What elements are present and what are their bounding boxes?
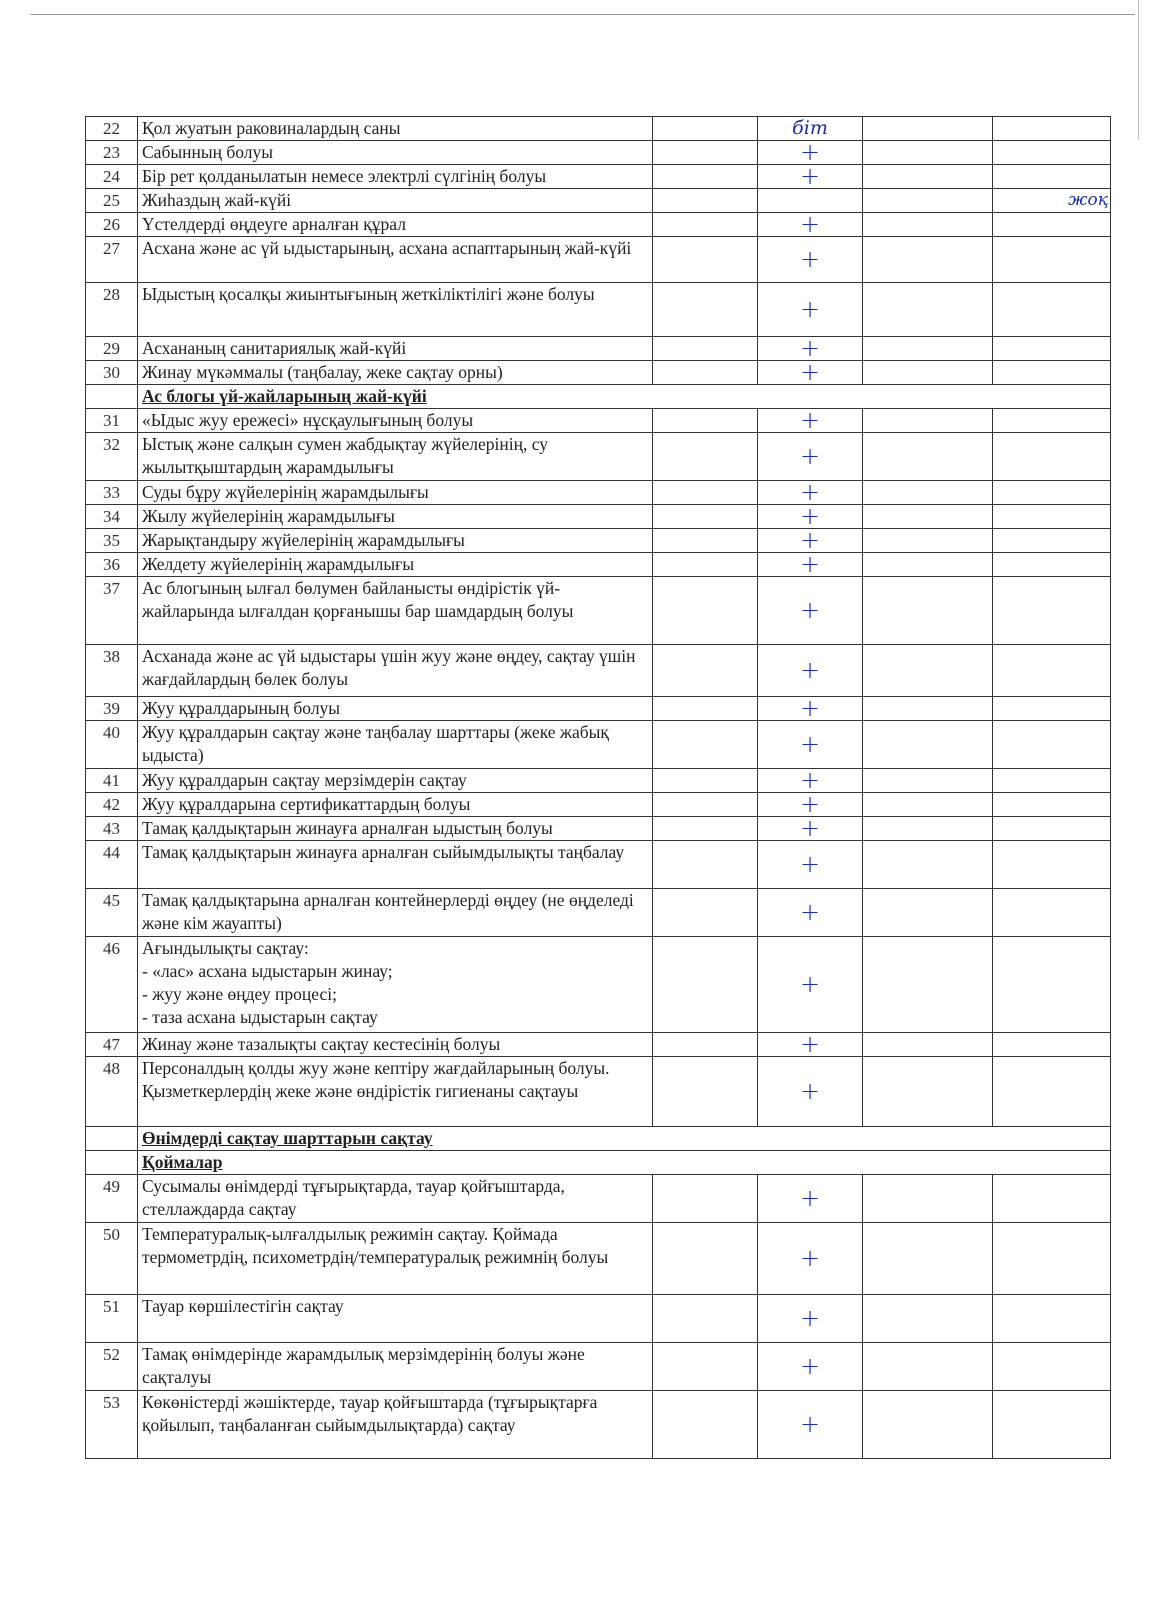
empty-cell (863, 1391, 993, 1459)
row-criterion: Тамақ өнімдерінде жарамдылық мерзімдерінің болуы және сақталуы (138, 1343, 653, 1391)
table-row (86, 577, 1111, 645)
row-number: 23 (86, 141, 138, 165)
empty-cell (993, 433, 1111, 481)
criterion-sub-item: - жуу және өңдеу процесі; (142, 984, 337, 1004)
criterion-sub-item: - «лас» асхана ыдыстарын жинау; (142, 961, 393, 981)
table-row (86, 117, 1111, 141)
table-row (86, 141, 1111, 165)
empty-cell (863, 505, 993, 529)
row-number: 25 (86, 189, 138, 213)
checklist-table (85, 116, 1111, 1459)
empty-cell (993, 697, 1111, 721)
row-criterion: Бір рет қолданылатын немесе электрлі сүлгінің болуы (138, 165, 653, 189)
empty-cell (653, 481, 758, 505)
table-row (86, 283, 1111, 337)
empty-cell (863, 769, 993, 793)
empty-cell (863, 117, 993, 141)
empty-cell (653, 1391, 758, 1459)
empty-cell (653, 1295, 758, 1343)
check-mark: + (758, 645, 863, 697)
empty-cell (653, 553, 758, 577)
empty-cell (993, 283, 1111, 337)
empty-cell (653, 889, 758, 937)
table-row (86, 505, 1111, 529)
empty-cell (863, 337, 993, 361)
empty-cell (993, 1343, 1111, 1391)
check-mark: + (758, 337, 863, 361)
empty-cell (993, 645, 1111, 697)
row-criterion: Жинау мүкәммалы (таңбалау, жеке сақтау орны) (138, 361, 653, 385)
check-mark: + (758, 793, 863, 817)
row-number: 27 (86, 237, 138, 283)
row-number: 48 (86, 1057, 138, 1127)
table-row (86, 337, 1111, 361)
row-criterion: Жиһаздың жай-күйі (138, 189, 653, 213)
row-criterion: Жылу жүйелерінің жарамдылығы (138, 505, 653, 529)
row-criterion: Жарықтандыру жүйелерінің жарамдылығы (138, 529, 653, 553)
check-mark: + (758, 165, 863, 189)
empty-cell (653, 1223, 758, 1295)
check-mark: + (758, 577, 863, 645)
row-number: 37 (86, 577, 138, 645)
row-criterion: Персоналдың қолды жуу және кептіру жағдайларының болуы. Қызметкерлердің жеке және өндірістік гигиенаны сақтауы (138, 1057, 653, 1127)
table-row (86, 165, 1111, 189)
empty-cell (653, 189, 758, 213)
row-criterion: Тамақ қалдықтарын жинауға арналған ыдыстың болуы (138, 817, 653, 841)
row-number: 39 (86, 697, 138, 721)
empty-cell (863, 1295, 993, 1343)
empty-cell (86, 1127, 138, 1151)
row-criterion: Жинау және тазалықты сақтау кестесінің болуы (138, 1033, 653, 1057)
empty-cell (993, 577, 1111, 645)
section-header-row (86, 385, 1111, 409)
check-mark: + (758, 481, 863, 505)
table-row (86, 1343, 1111, 1391)
empty-cell (86, 1151, 138, 1175)
empty-cell (653, 793, 758, 817)
check-mark: + (758, 697, 863, 721)
criterion-sub-item: - таза асхана ыдыстарын сақтау (142, 1007, 378, 1027)
row-number: 29 (86, 337, 138, 361)
row-criterion: Ас блогының ылғал бөлумен байланысты өндірістік үй-жайларында ылғалдан қорғанышы бар шамдардың болуы (138, 577, 653, 645)
empty-cell (86, 385, 138, 409)
check-mark: + (758, 433, 863, 481)
check-mark: + (758, 213, 863, 237)
section-header-row (86, 1127, 1111, 1151)
empty-cell (863, 141, 993, 165)
empty-cell (863, 361, 993, 385)
row-number: 34 (86, 505, 138, 529)
table-row (86, 769, 1111, 793)
table-row (86, 1033, 1111, 1057)
empty-cell (863, 1033, 993, 1057)
empty-cell (653, 1033, 758, 1057)
empty-cell (993, 817, 1111, 841)
row-criterion: Желдету жүйелерінің жарамдылығы (138, 553, 653, 577)
empty-cell (863, 1175, 993, 1223)
empty-cell (863, 645, 993, 697)
table-row (86, 213, 1111, 237)
empty-cell (653, 165, 758, 189)
row-criterion: Жуу құралдарына сертификаттардың болуы (138, 793, 653, 817)
empty-cell (863, 529, 993, 553)
empty-cell (993, 505, 1111, 529)
row-criterion: Ыстық және салқын сумен жабдықтау жүйелерінің, су жылытқыштардың жарамдылығы (138, 433, 653, 481)
row-number: 28 (86, 283, 138, 337)
row-criterion: Температуралық-ылғалдылық режимін сақтау. Қоймада термометрдің, психометрдің/температуралық режимнің болуы (138, 1223, 653, 1295)
check-mark: + (758, 769, 863, 793)
row-number: 36 (86, 553, 138, 577)
row-number: 22 (86, 117, 138, 141)
table-row (86, 697, 1111, 721)
table-row (86, 529, 1111, 553)
row-number: 30 (86, 361, 138, 385)
row-criterion: Сабынның болуы (138, 141, 653, 165)
row-criterion: Асхана және ас үй ыдыстарының, асхана аспаптарының жай-күйі (138, 237, 653, 283)
row-number: 40 (86, 721, 138, 769)
empty-cell (653, 117, 758, 141)
section-title: Қоймалар (138, 1151, 1111, 1175)
empty-cell (993, 409, 1111, 433)
row-number: 42 (86, 793, 138, 817)
check-mark: + (758, 1295, 863, 1343)
empty-cell (863, 409, 993, 433)
page-top-rule (30, 14, 1135, 15)
empty-cell (653, 721, 758, 769)
empty-cell (653, 697, 758, 721)
check-mark: біт (758, 117, 863, 141)
empty-cell (993, 841, 1111, 889)
table-row (86, 937, 1111, 1033)
empty-cell (993, 721, 1111, 769)
table-row (86, 1295, 1111, 1343)
check-mark: + (758, 409, 863, 433)
empty-cell (993, 1033, 1111, 1057)
row-number: 35 (86, 529, 138, 553)
empty-cell (653, 361, 758, 385)
empty-cell (653, 1175, 758, 1223)
table-row (86, 1057, 1111, 1127)
table-row (86, 409, 1111, 433)
handwritten-note: жоқ (993, 189, 1111, 213)
empty-cell (653, 529, 758, 553)
empty-cell (993, 361, 1111, 385)
empty-cell (653, 645, 758, 697)
empty-cell (653, 213, 758, 237)
empty-cell (863, 1223, 993, 1295)
check-mark: + (758, 937, 863, 1033)
empty-cell (653, 505, 758, 529)
empty-cell (653, 769, 758, 793)
table-row (86, 1223, 1111, 1295)
check-mark: + (758, 1391, 863, 1459)
empty-cell (993, 1295, 1111, 1343)
check-mark (758, 189, 863, 213)
empty-cell (863, 165, 993, 189)
check-mark: + (758, 817, 863, 841)
empty-cell (653, 937, 758, 1033)
check-mark: + (758, 889, 863, 937)
empty-cell (993, 793, 1111, 817)
empty-cell (993, 769, 1111, 793)
row-criterion: Сусымалы өнімдерді тұғырықтарда, тауар қойғыштарда, стеллаждарда сақтау (138, 1175, 653, 1223)
check-mark: + (758, 1033, 863, 1057)
table-row (86, 481, 1111, 505)
page-right-rule (1138, 0, 1139, 140)
empty-cell (993, 213, 1111, 237)
check-mark: + (758, 237, 863, 283)
empty-cell (993, 553, 1111, 577)
empty-cell (863, 817, 993, 841)
row-number: 33 (86, 481, 138, 505)
row-criterion: Ыдыстың қосалқы жиынтығының жеткіліктілігі және болуы (138, 283, 653, 337)
check-mark: + (758, 141, 863, 165)
empty-cell (863, 889, 993, 937)
row-criterion (138, 937, 653, 1033)
row-criterion: Үстелдерді өңдеуге арналған құрал (138, 213, 653, 237)
row-number: 51 (86, 1295, 138, 1343)
row-number: 32 (86, 433, 138, 481)
section-title: Өнімдерді сақтау шарттарын сақтау (138, 1127, 1111, 1151)
empty-cell (653, 141, 758, 165)
empty-cell (653, 1343, 758, 1391)
row-number: 47 (86, 1033, 138, 1057)
empty-cell (653, 1057, 758, 1127)
row-number: 50 (86, 1223, 138, 1295)
row-number: 41 (86, 769, 138, 793)
table-row (86, 1175, 1111, 1223)
empty-cell (863, 481, 993, 505)
table-row (86, 237, 1111, 283)
table-row (86, 433, 1111, 481)
empty-cell (863, 937, 993, 1033)
empty-cell (863, 793, 993, 817)
row-criterion: Суды бұру жүйелерінің жарамдылығы (138, 481, 653, 505)
table-row (86, 189, 1111, 213)
empty-cell (993, 481, 1111, 505)
check-mark: + (758, 505, 863, 529)
check-mark: + (758, 721, 863, 769)
empty-cell (993, 1175, 1111, 1223)
row-number: 45 (86, 889, 138, 937)
row-number: 43 (86, 817, 138, 841)
empty-cell (863, 721, 993, 769)
empty-cell (653, 409, 758, 433)
empty-cell (993, 889, 1111, 937)
row-number: 44 (86, 841, 138, 889)
check-mark: + (758, 1175, 863, 1223)
table-row (86, 817, 1111, 841)
check-mark: + (758, 553, 863, 577)
table-row (86, 721, 1111, 769)
table-row (86, 361, 1111, 385)
row-criterion: Жуу құралдарының болуы (138, 697, 653, 721)
table-row (86, 793, 1111, 817)
empty-cell (653, 237, 758, 283)
row-criterion: Тамақ қалдықтарына арналған контейнерлерді өңдеу (не өңделеді және кім жауапты) (138, 889, 653, 937)
row-criterion: Көкөністерді жәшіктерде, тауар қойғыштарда (тұғырықтарға қойылып, таңбаланған сыйымдылықтарда) сақтау (138, 1391, 653, 1459)
section-header-row (86, 1151, 1111, 1175)
empty-cell (993, 141, 1111, 165)
table-row (86, 553, 1111, 577)
empty-cell (863, 577, 993, 645)
row-criterion: Асхананың санитариялық жай-күйі (138, 337, 653, 361)
check-mark: + (758, 283, 863, 337)
empty-cell (653, 817, 758, 841)
empty-cell (863, 189, 993, 213)
empty-cell (863, 1343, 993, 1391)
row-number: 53 (86, 1391, 138, 1459)
empty-cell (863, 697, 993, 721)
empty-cell (863, 553, 993, 577)
empty-cell (993, 337, 1111, 361)
check-mark: + (758, 529, 863, 553)
empty-cell (993, 1391, 1111, 1459)
check-mark: + (758, 361, 863, 385)
table-row (86, 841, 1111, 889)
empty-cell (993, 1057, 1111, 1127)
checklist-body (86, 117, 1111, 1459)
empty-cell (863, 213, 993, 237)
empty-cell (863, 283, 993, 337)
row-criterion: Тамақ қалдықтарын жинауға арналған сыйымдылықты таңбалау (138, 841, 653, 889)
criterion-title: Ағындылықты сақтау: (142, 938, 309, 958)
empty-cell (993, 1223, 1111, 1295)
empty-cell (993, 117, 1111, 141)
empty-cell (863, 433, 993, 481)
empty-cell (993, 529, 1111, 553)
row-number: 24 (86, 165, 138, 189)
row-criterion: «Ыдыс жуу ережесі» нұсқаулығының болуы (138, 409, 653, 433)
table-row (86, 1391, 1111, 1459)
empty-cell (653, 283, 758, 337)
empty-cell (863, 237, 993, 283)
empty-cell (653, 841, 758, 889)
table-row (86, 889, 1111, 937)
empty-cell (653, 337, 758, 361)
row-number: 52 (86, 1343, 138, 1391)
row-criterion: Тауар көршілестігін сақтау (138, 1295, 653, 1343)
section-title: Ас блогы үй-жайларының жай-күйі (138, 385, 1111, 409)
row-criterion: Жуу құралдарын сақтау және таңбалау шарттары (жеке жабық ыдыста) (138, 721, 653, 769)
row-number: 49 (86, 1175, 138, 1223)
empty-cell (653, 433, 758, 481)
empty-cell (993, 165, 1111, 189)
row-number: 46 (86, 937, 138, 1033)
row-number: 31 (86, 409, 138, 433)
check-mark: + (758, 841, 863, 889)
row-criterion: Асханада және ас үй ыдыстары үшін жуу және өңдеу, сақтау үшін жағдайлардың бөлек болуы (138, 645, 653, 697)
empty-cell (993, 937, 1111, 1033)
empty-cell (863, 841, 993, 889)
check-mark: + (758, 1057, 863, 1127)
row-criterion: Жуу құралдарын сақтау мерзімдерін сақтау (138, 769, 653, 793)
empty-cell (993, 237, 1111, 283)
check-mark: + (758, 1223, 863, 1295)
empty-cell (653, 577, 758, 645)
check-mark: + (758, 1343, 863, 1391)
empty-cell (863, 1057, 993, 1127)
row-number: 38 (86, 645, 138, 697)
row-criterion: Қол жуатын раковиналардың саны (138, 117, 653, 141)
row-number: 26 (86, 213, 138, 237)
table-row (86, 645, 1111, 697)
